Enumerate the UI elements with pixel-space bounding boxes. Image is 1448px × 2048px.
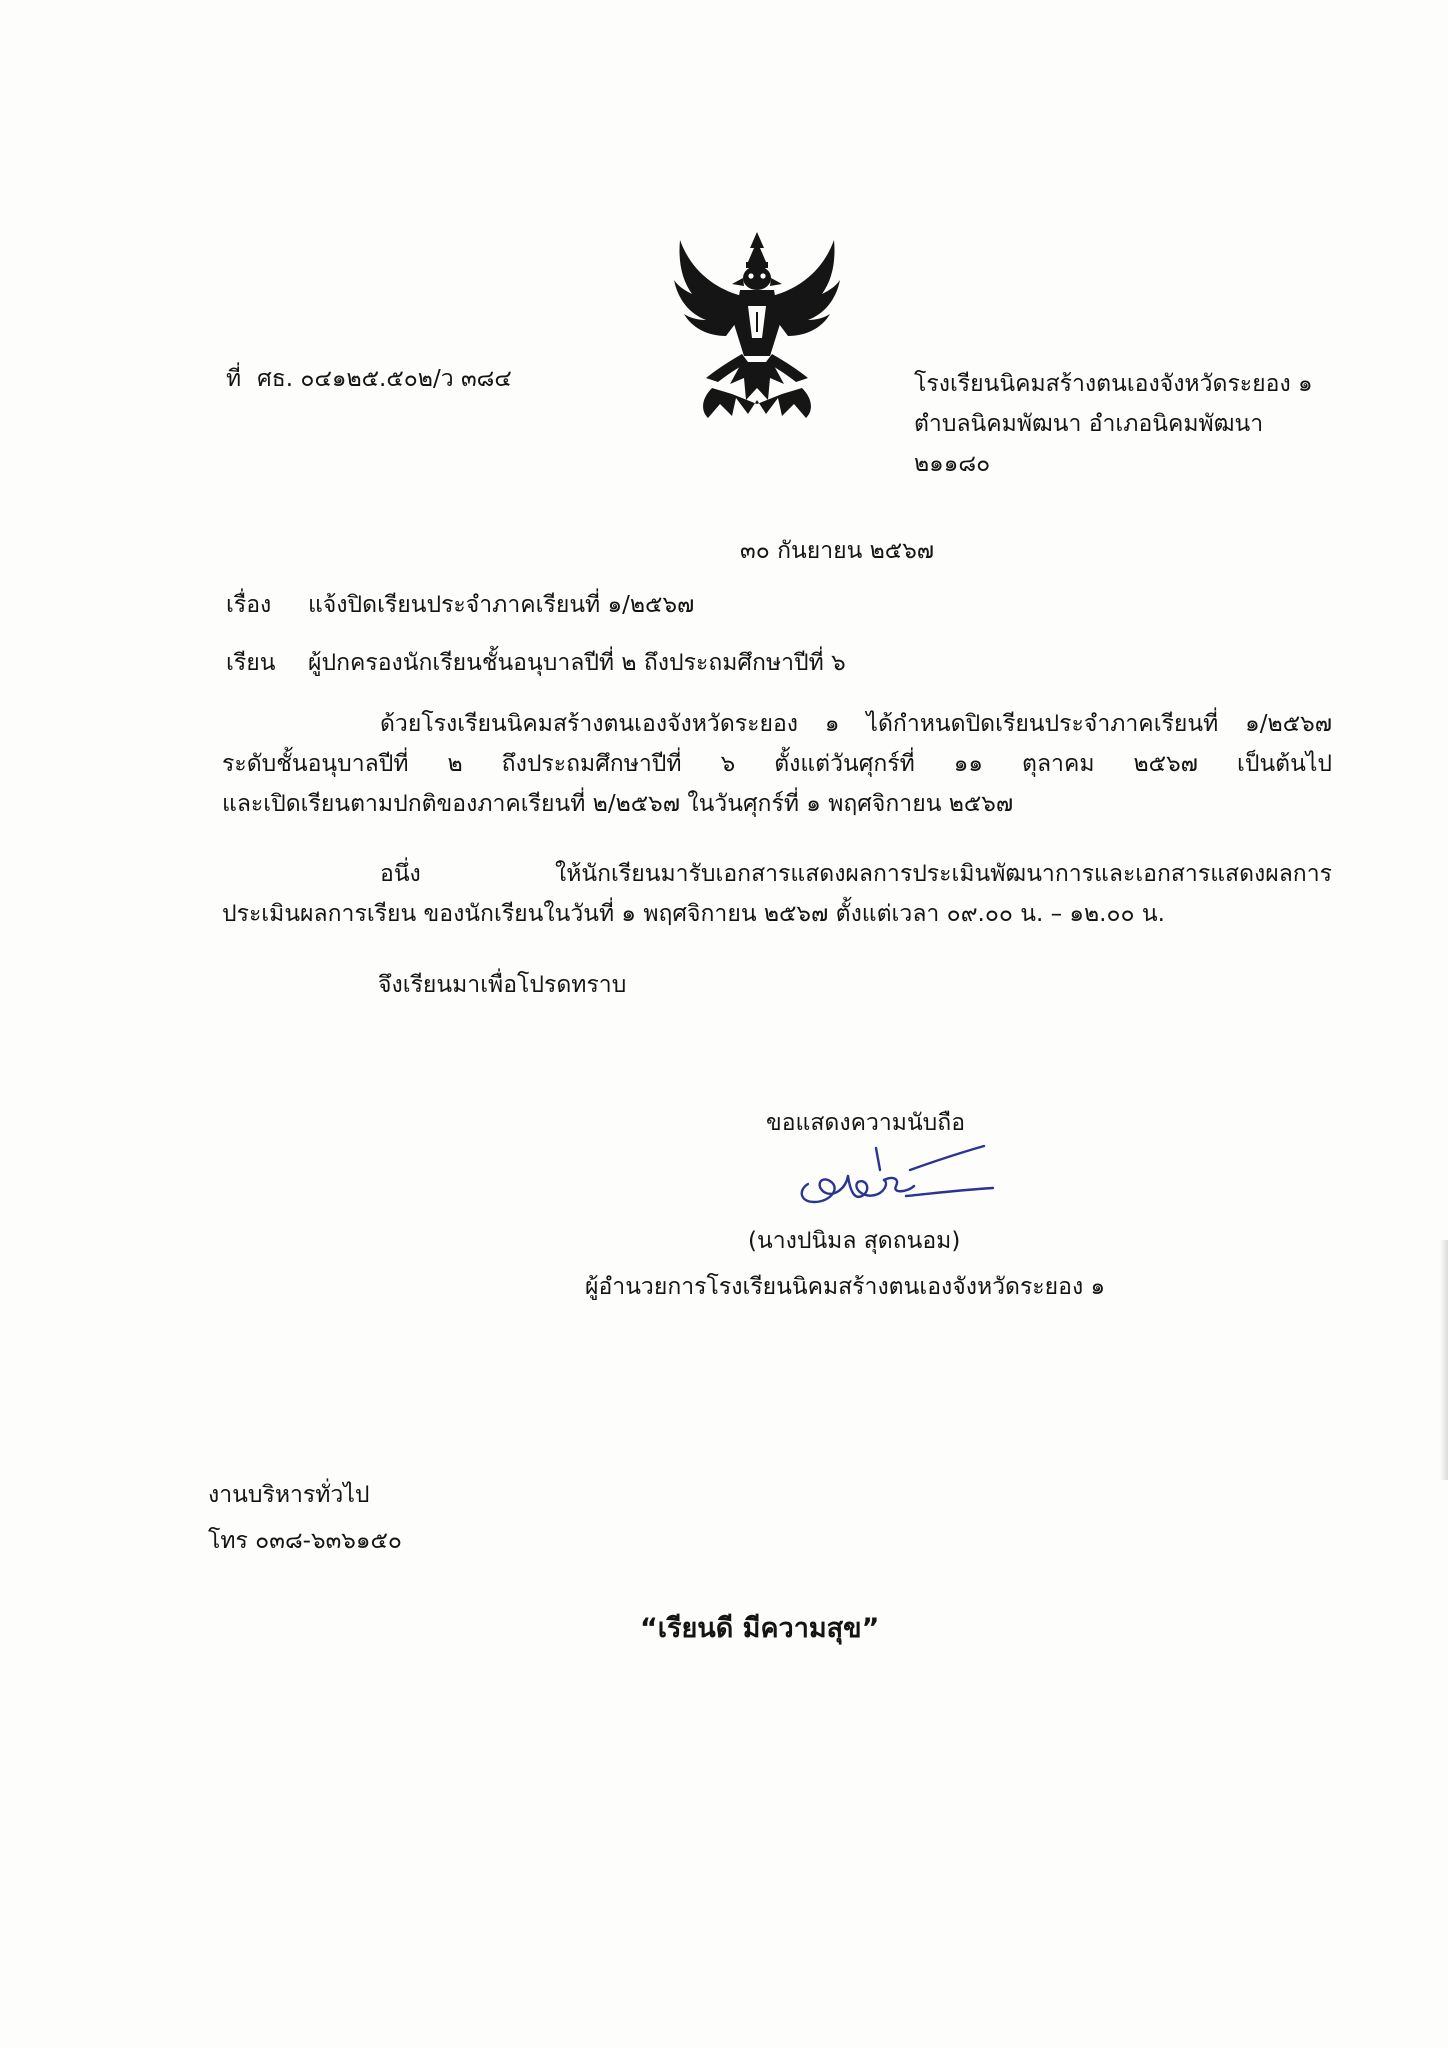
postal-code: ๒๑๑๘๐ [914,451,991,477]
address-line: ตำบลนิคมพัฒนา อำเภอนิคมพัฒนา [914,411,1264,437]
reference-number [226,364,512,394]
regards-text: ขอแสดงความนับถือ [766,1110,966,1136]
department-info [208,1472,402,1564]
school-name: โรงเรียนนิคมสร้างตนเองจังหวัดระยอง ๑ [914,371,1313,397]
salutation-line [226,648,846,678]
paragraph-line: อนึ่ง ให้นักเรียนมารับเอกสารแสดงผลการประเมินพัฒนาการและเอกสารแสดงผลการ [380,861,1332,887]
subject-label: เรื่อง [226,592,272,618]
closing-line: จึงเรียนมาเพื่อโปรดทราบ [378,972,627,998]
paragraph-line: ด้วยโรงเรียนนิคมสร้างตนเองจังหวัดระยอง ๑ ได้กำหนดปิดเรียนประจำภาคเรียนที่ ๑/๒๕๖๗ [380,711,1332,737]
reference-value: ศธ. ๐๔๑๒๕.๕๐๒/ว ๓๘๔ [257,366,512,392]
body-paragraph-1 [222,704,1332,824]
scan-edge-shadow [1440,1240,1448,1480]
paragraph-line: และเปิดเรียนตามปกติของภาคเรียนที่ ๒/๒๕๖๗ ในวันศุกร์ที่ ๑ พฤศจิกายน ๒๕๖๗ [222,791,1014,817]
reference-label: ที่ [226,366,242,392]
signer-position: ผู้อำนวยการโรงเรียนนิคมสร้างตนเองจังหวัดระยอง ๑ [585,1274,1106,1300]
department-phone: โทร ๐๓๘-๖๓๖๑๕๐ [208,1528,402,1554]
department-name: งานบริหารทั่วไป [208,1482,370,1508]
salutation-text: ผู้ปกครองนักเรียนชั้นอนุบาลปีที่ ๒ ถึงประถมศึกษาปีที่ ๖ [308,650,846,676]
school-motto: “เรียนดี มีความสุข” [640,1613,880,1644]
sender-address [914,364,1313,484]
signer-name: (นางปนิมล สุดถนอม) [748,1228,961,1254]
signature-block [560,1108,1160,1348]
salutation-label: เรียน [226,650,276,676]
handwritten-signature [788,1140,998,1220]
paragraph-line: ระดับชั้นอนุบาลปีที่ ๒ ถึงประถมศึกษาปีที่ ๖ ตั้งแต่วันศุกร์ที่ ๑๑ ตุลาคม ๒๕๖๗ เป็นต้นไป [222,751,1332,777]
letter-date: ๓๐ กันยายน ๒๕๖๗ [740,538,935,564]
paragraph-line: ประเมินผลการเรียน ของนักเรียนในวันที่ ๑ พฤศจิกายน ๒๕๖๗ ตั้งแต่เวลา ๐๙.๐๐ น. – ๑๒.๐๐ น. [222,901,1165,927]
subject-line [226,590,694,620]
body-paragraph-2 [222,854,1332,934]
garuda-emblem-icon [672,228,842,426]
subject-text: แจ้งปิดเรียนประจำภาคเรียนที่ ๑/๒๕๖๗ [308,592,695,618]
